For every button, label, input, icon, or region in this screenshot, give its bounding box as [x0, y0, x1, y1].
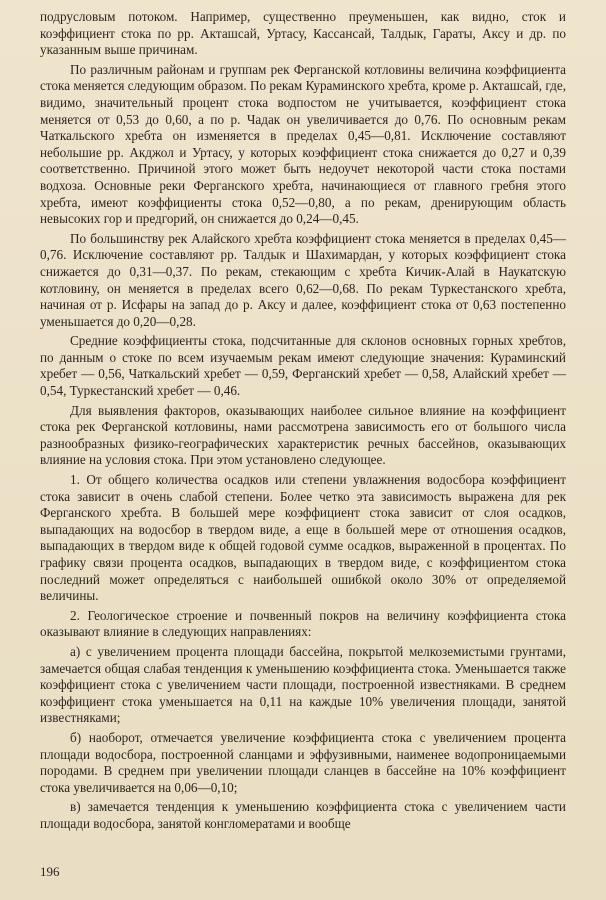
paragraph-4: Средние коэффициенты стока, подсчитанные для склонов основных горных хребтов, по данным о стоке по всем изучаемым рекам имеют следующие значения: Кураминский хребет — 0,56, Чаткальский хребет — 0,59, Ферганский хребет — 0,58, Алайский хребет — 0,54, Туркестанский хребет — 0,46.: [40, 333, 566, 399]
paragraph-3: По большинству рек Алайского хребта коэффициент стока меняется в пределах 0,45—0,76. Исключение составляют рр. Талдык и Шахимардан, у которых коэффициент стока снижается до 0,31—0,37. По рекам, стекающим с хребта Кичик-Алай в Наукатскую котловину, он меняется в пределах всего 0,62—0,68. По рекам Туркестанского хребта, начиная от р. Исфары на запад до р. Аксу и далее, коэффициент стока от 0,63 постепенно уменьшается до 0,20—0,28.: [40, 230, 566, 329]
paragraph-6: 1. От общего количества осадков или степени увлажнения водосбора коэффициент стока зависит в очень слабой степени. Более четко эта зависимость выражена для рек Ферганского хребта. В большей мере коэффициент стока зависит от слоя осадков, выпадающих на водосбор в твердом виде, а еще в большей мере от отношения осадков, выпадающих в твердом виде к общей годовой сумме осадков, выраженной в процентах. По графику связи процента осадков, выпадающих в твердом виде, с коэффициентом стока последний может определяться с наибольшей ошибкой около 30% от определяемой величины.: [40, 472, 566, 604]
paragraph-8: а) с увеличением процента площади бассейна, покрытой мелкоземистыми грунтами, замечается общая слабая тенденция к уменьшению коэффициента стока. Уменьшается также коэффициент стока с увеличением части площади, построенной известняками. В среднем коэффициент стока уменьшается на 0,11 на каждые 10% увеличения площади, занятой известняками;: [40, 643, 566, 726]
paragraph-5: Для выявления факторов, оказывающих наиболее сильное влияние на коэффициент стока рек Ферганской котловины, нами рассмотрена зависимость его от большого числа разнообразных физико-географических характеристик речных бассейнов, оказывающих влияние на условия стока. При этом установлено следующее.: [40, 402, 566, 468]
paragraph-9: б) наоборот, отмечается увеличение коэффициента стока с увеличением процента площади водосбора, построенной сланцами и эффузивными, наименее водопроницаемыми породами. В среднем при увеличении площади сланцев в бассейне на 10% коэффициент стока увеличивается на 0,06—0,10;: [40, 729, 566, 795]
body-text: [40, 9, 566, 833]
paragraph-7: 2. Геологическое строение и почвенный покров на величину коэффициента стока оказывают влияние в следующих направлениях:: [40, 607, 566, 640]
paragraph-1: подрусловым потоком. Например, существенно преуменьшен, как видно, сток и коэффициент стока по рр. Акташсай, Уртасу, Кассансай, Талдык, Гараты, Аксу и др. по указанным выше причинам.: [40, 9, 566, 58]
paragraph-10: в) замечается тенденция к уменьшению коэффициента стока с увеличением части площади водосбора, занятой конгломератами и вообще: [40, 799, 566, 831]
page-number: 196: [40, 864, 60, 879]
paragraph-2: По различным районам и группам рек Ферганской котловины величина коэффициента стока меняется следующим образом. По рекам Кураминского хребта, кроме р. Акташсай, где, видимо, значительный процент стока водпостом не учитывается, коэффициент стока меняется от 0,53 до 0,60, а по р. Чадак он увеличивается до 0,76. По основным рекам Чаткальского хребта он изменяется в пределах 0,45—0,81. Исключение составляют небольшие рр. Акджол и Уртасу, у которых коэффициент стока снижается до 0,27 и 0,39 соответственно. Причиной этого может быть недоучет некоторой части стока постами водхоза. Основные реки Ферганского хребта, начинающиеся от главного гребня этого хребта, имеют коэффициенты стока 0,52—0,80, а по рекам, дренирующим область невысоких гор и предгорий, он снижается до 0,24—0,45.: [40, 61, 566, 227]
